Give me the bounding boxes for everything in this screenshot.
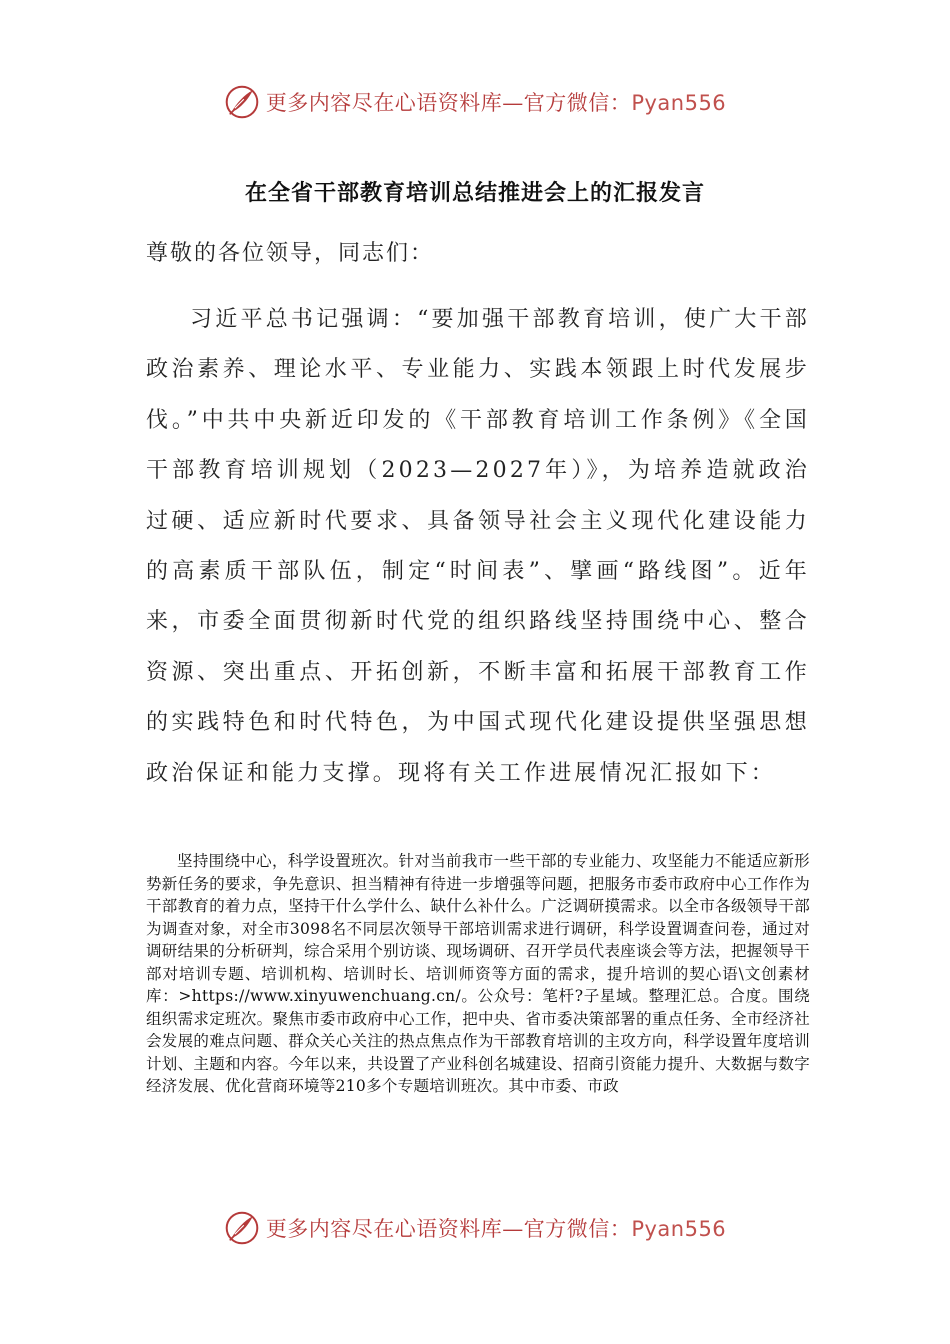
header-banner-content <box>224 84 726 120</box>
footer-banner-content <box>224 1210 726 1246</box>
wechat-id: Pyan556 <box>631 91 727 115</box>
wechat-id: Pyan556 <box>631 1217 727 1241</box>
header-banner-text <box>266 87 726 117</box>
body-paragraph-1: 习近平总书记强调：“要加强干部教育培训，使广大干部政治素养、理论水平、专业能力、实践本领跟上时代发展步伐。”中共中央新近印发的《干部教育培训工作条例》《全国干部教育培训规划（2023—2027年）》，为培养造就政治过硬、适应新时代要求、具备领导社会主义现代化建设能力的高素质干部队伍，制定“时间表”、擘画“路线图”。近年来，市委全面贯彻新时代党的组织路线坚持围绕中心、整合资源、突出重点、开拓创新，不断丰富和拓展干部教育工作的实践特色和时代特色，为中国式现代化建设提供坚强思想政治保证和能力支撑。现将有关工作进展情况汇报如下： <box>146 307 810 786</box>
footer-banner-text <box>266 1213 726 1243</box>
document-title: 在全省干部教育培训总结推进会上的汇报发言 <box>244 181 705 206</box>
body-paragraph-2: 坚持围绕中心，科学设置班次。针对当前我市一些干部的专业能力、攻坚能力不能适应新形势新任务的要求，争先意识、担当精神有待进一步增强等问题，把服务市委市政府中心工作作为干部教育的着力点，坚持干什么学什么、缺什么补什么。广泛调研摸需求。以全市各级领导干部为调查对象，对全市3098名不同层次领导干部培训需求进行调研，科学设置调查问卷，通过对调研结果的分析研判，综合采用个别访谈、现场调研、召开学员代表座谈会等方法，把握领导干部对培训专题、培训机构、培训时长、培训师资等方面的需求，提升培训的契心语\文创素材库：>https://www.xinyuwenchuang.cn/。公众号：笔杆?子星域。整理汇总。合度。围绕组织需求定班次。聚焦市委市政府中心工作，把中央、省市委决策部署的重点任务、全市经济社会发展的难点问题、群众关心关注的热点焦点作为干部教育培训的主攻方向，科学设置年度培训计划、主题和内容。今年以来，共设置了产业科创名城建设、招商引资能力提升、大数据与数字经济发展、优化营商环境等210多个专题培训班次。其中市委、市政 <box>146 852 810 1095</box>
salutation: 尊敬的各位领导，同志们： <box>146 241 435 266</box>
quill-pen-logo-icon <box>224 1210 260 1246</box>
footer-banner <box>0 1208 950 1248</box>
header-banner <box>0 82 950 122</box>
banner-main-text: 更多内容尽在心语资料库—官方微信： <box>265 1217 632 1241</box>
quill-pen-logo-icon <box>224 84 260 120</box>
banner-main-text: 更多内容尽在心语资料库—官方微信： <box>265 91 632 115</box>
